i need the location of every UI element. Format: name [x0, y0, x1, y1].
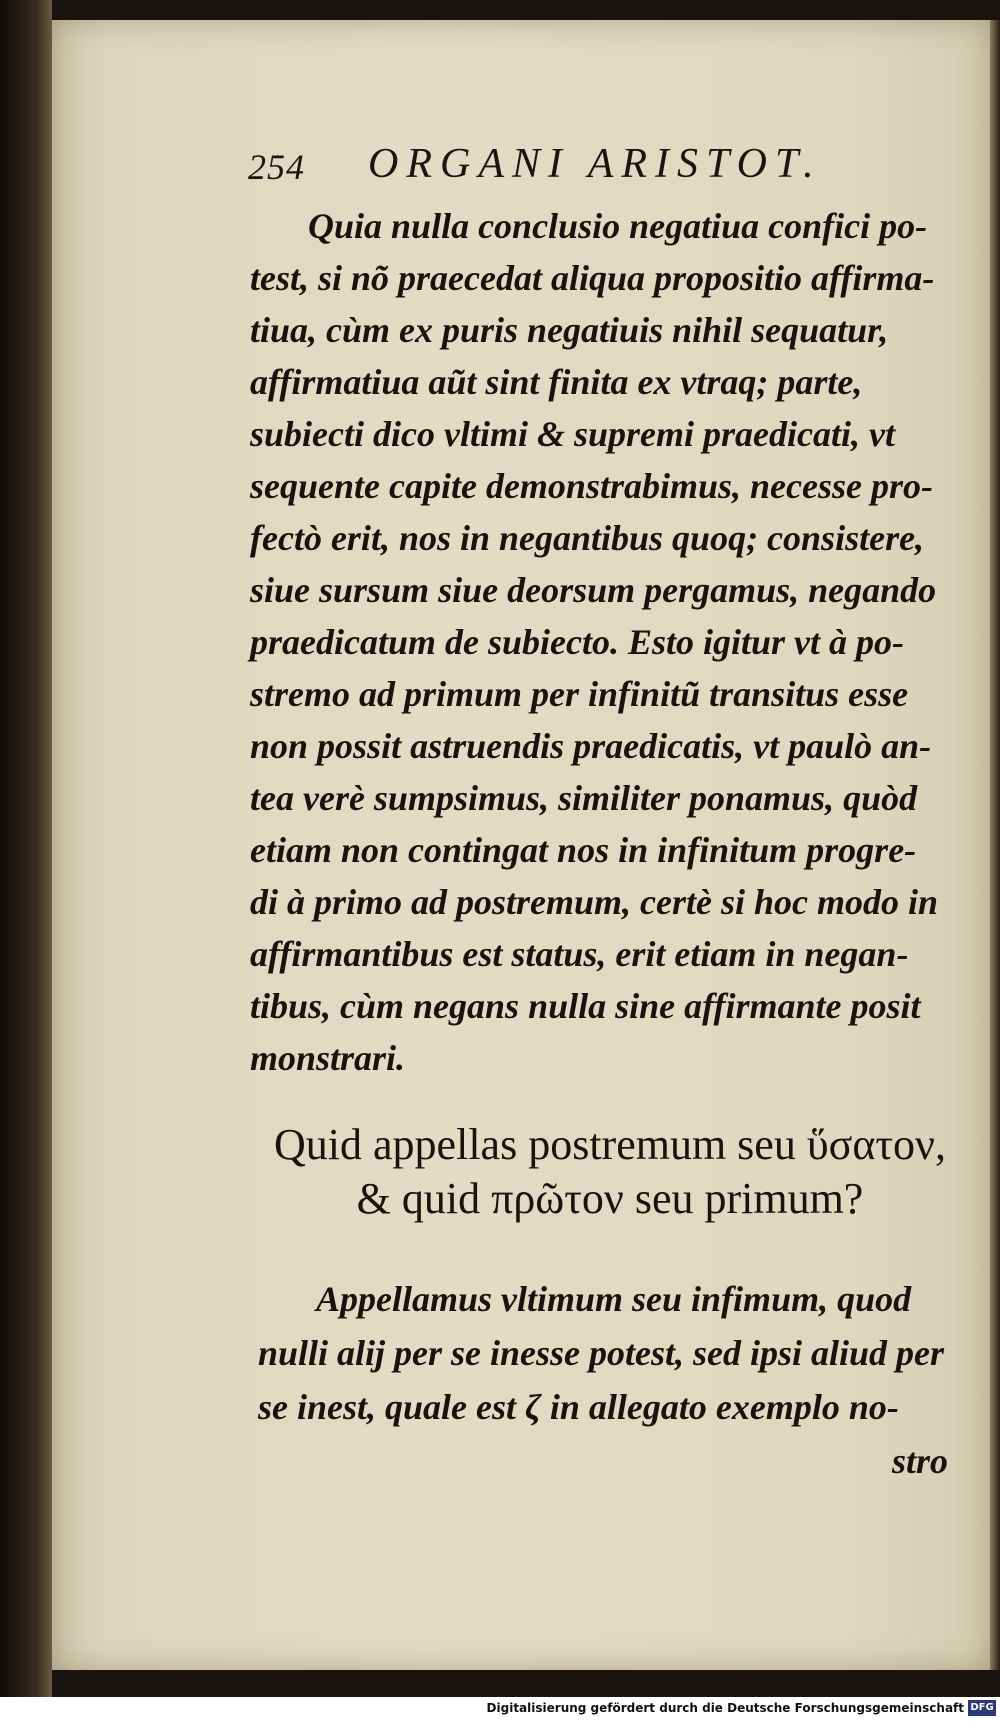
running-head [248, 140, 948, 192]
text-line: Appellamus vltimum seu infimum, quod [316, 1279, 912, 1319]
heading-line: & quid πρῶτον seu primum? [356, 1174, 864, 1223]
text-line: tiua, cùm ex puris negatiuis nihil sequatur, [250, 310, 889, 350]
text-line: nulli alij per se inesse potest, sed ipsi aliud per [258, 1333, 945, 1373]
text-line: praedicatum de subiecto. Esto igitur vt à po- [250, 622, 904, 662]
text-line: stremo ad primum per infinitũ transitus esse [250, 674, 909, 714]
digitization-footer [0, 1697, 1000, 1721]
text-line: siue sursum siue deorsum pergamus, negando [250, 570, 937, 610]
text-line: monstrari. [250, 1038, 406, 1078]
text-line: se inest, quale est ζ in allegato exemplo no- [258, 1387, 899, 1427]
text-line: non possit astruendis praedicatis, vt paulò an- [250, 726, 932, 766]
page-edge [990, 20, 1000, 1670]
text-line: di à primo ad postremum, certè si hoc modo in [250, 882, 939, 922]
section-heading [260, 1118, 960, 1226]
paragraph-2 [258, 1272, 968, 1434]
text-line: Quia nulla conclusio negatiua confici po- [308, 206, 928, 246]
text-line: tibus, cùm negans nulla sine affirmante posit [250, 986, 921, 1026]
text-line: fectò erit, nos in negantibus quoq; consistere, [250, 518, 925, 558]
dfg-logo: DFG [968, 1700, 996, 1716]
running-title: ORGANI ARISTOT. [368, 141, 822, 187]
text-line: test, si nõ praecedat aliqua propositio affirma- [250, 258, 935, 298]
heading-line: Quid appellas postremum seu ὕσατον, [274, 1120, 946, 1169]
text-line: subiecti dico vltimi & supremi praedicati, vt [250, 414, 895, 454]
text-line: etiam non contingat nos in infinitum progre- [250, 830, 917, 870]
text-line: affirmatiua aũt sint finita ex vtraq; parte, [250, 362, 863, 402]
funding-credit: Digitalisierung gefördert durch die Deutsche Forschungsgemeinschaft [486, 1701, 964, 1715]
text-line: tea verè sumpsimus, similiter ponamus, quòd [250, 778, 918, 818]
paragraph-1 [250, 200, 960, 1084]
text-line: sequente capite demonstrabimus, necesse pro- [250, 466, 933, 506]
page-number: 254 [248, 147, 305, 187]
text-line: affirmantibus est status, erit etiam in negan- [250, 934, 909, 974]
book-gutter-shadow [0, 0, 52, 1721]
catchword: stro [892, 1441, 949, 1481]
